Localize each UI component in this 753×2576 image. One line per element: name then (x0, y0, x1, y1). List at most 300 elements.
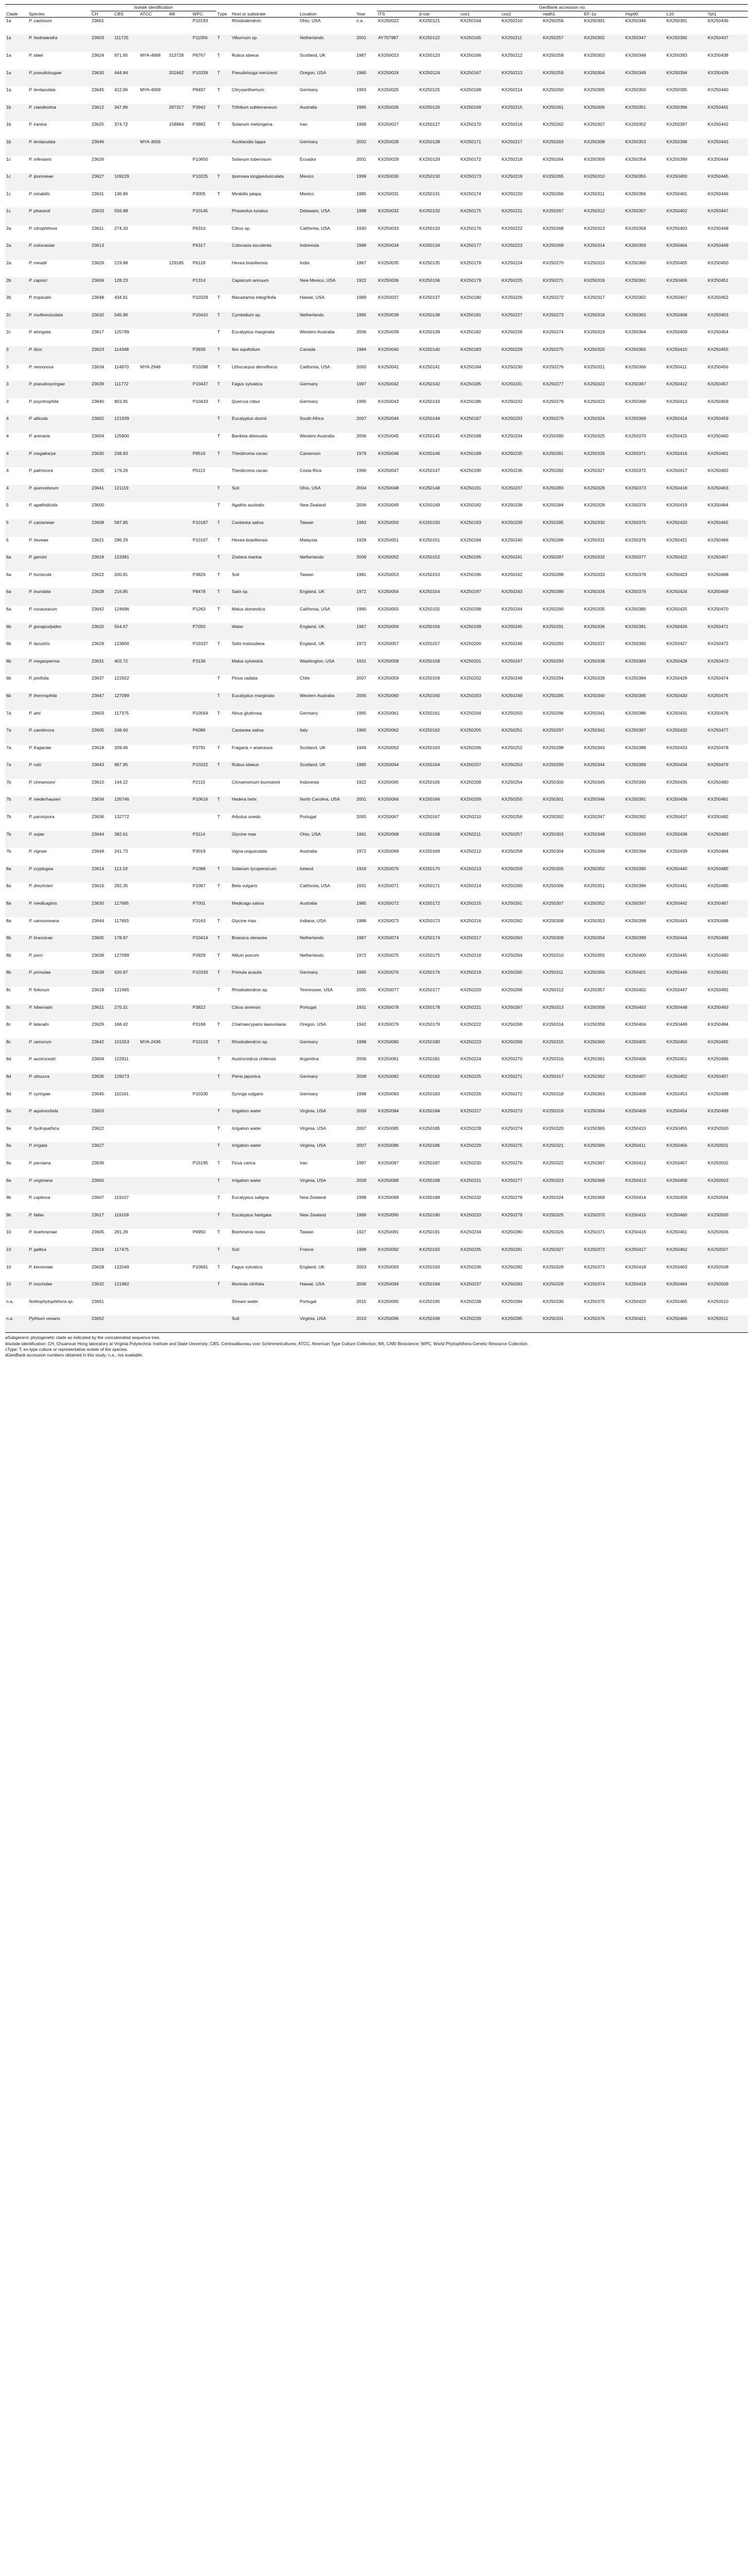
cell-host: Ficus carica (232, 1160, 255, 1165)
cell-beta-tub: KX250148 (418, 485, 459, 502)
cell-clade: 7b (5, 796, 28, 814)
cell-ypt1: KX250451 (707, 277, 748, 295)
cell-type (216, 848, 231, 866)
cell-ef1a: KX250365 (584, 1125, 605, 1131)
cell-imi (168, 1264, 192, 1281)
cell-l10: KX250427 (666, 641, 688, 647)
cell-wpc (192, 1194, 216, 1212)
cell-type: T (217, 329, 220, 335)
cell-wpc: P3882 (193, 122, 206, 127)
cell-ypt1: KX250500 (708, 1125, 729, 1131)
cell-ypt1: KX250444 (708, 156, 729, 162)
cell-ypt1: KX250510 (708, 1298, 729, 1304)
cell-imi (168, 277, 192, 295)
cell-beta-tub: KX250160 (418, 692, 459, 710)
cell-species: P. irrigata (28, 1142, 91, 1160)
cell-wpc: P10337 (193, 641, 208, 647)
cell-cox1: KX250190 (460, 468, 482, 473)
cell-clade: 5 (6, 537, 9, 543)
cell-cox2: KX250216 (502, 122, 523, 127)
cell-host: Eucalyptus marginata (231, 692, 299, 710)
cell-wpc: P2110 (193, 779, 206, 785)
cell-cox1: KX250202 (460, 675, 482, 681)
cell-cox1: KX250211 (459, 831, 501, 849)
cell-ef1a: KX250338 (583, 658, 624, 675)
cell-wpc (192, 433, 216, 450)
cell-cox1: KX250231 (459, 1177, 501, 1195)
cell-clade: 8c (5, 1039, 28, 1056)
cell-atcc (139, 761, 168, 779)
cell-clade: 1a (6, 87, 11, 93)
cell-ypt1: KX250487 (707, 900, 748, 918)
cell-cbs: 110161 (114, 1091, 129, 1096)
cell-imi (168, 1125, 192, 1143)
cell-atcc (139, 433, 168, 450)
cell-its: KX250030 (377, 173, 418, 191)
cell-host: Glycine max (232, 918, 256, 923)
cell-species: P. cambivora (28, 727, 91, 744)
cell-atcc (139, 277, 168, 295)
cell-ef1a: KX250341 (584, 710, 605, 716)
cell-year: 2000 (356, 364, 367, 369)
cell-nadh1: KX250280 (543, 433, 564, 438)
table-row (5, 346, 748, 364)
cell-species: P. infestans (29, 156, 52, 162)
cell-cox2: KX250227 (501, 312, 542, 329)
cell-location: Australia (299, 900, 355, 918)
cell-clade: 1a (6, 52, 11, 58)
cell-cox1: KX250176 (460, 225, 482, 231)
cell-type (216, 1004, 231, 1022)
cell-wpc: P3114 (192, 831, 216, 849)
cell-its: KX250056 (377, 623, 418, 641)
cell-type: T (216, 588, 231, 606)
cell-wpc (192, 329, 216, 346)
cell-location: Scotland, UK (299, 761, 355, 779)
cell-clade: 9a (5, 1108, 28, 1125)
cell-its: KX250072 (377, 900, 418, 918)
cell-location: Mexico (300, 191, 314, 196)
cell-type: T (217, 122, 220, 127)
cell-hsp90: KX250372 (625, 468, 646, 473)
cell-species: P. lateralis (29, 1022, 49, 1027)
cell-ypt1: KX250475 (707, 692, 748, 710)
cell-host: Lithocarpus densiflorus (232, 364, 278, 369)
cell-host: Medicago sativa (231, 900, 299, 918)
cell-cbs: 119107 (114, 1195, 129, 1200)
cell-ch: 23605 (92, 1229, 104, 1235)
cell-type: T (217, 398, 220, 404)
cell-wpc (192, 675, 216, 692)
cell-location: Argentina (300, 1056, 319, 1062)
cell-cbs (113, 1177, 139, 1195)
cell-atcc (139, 225, 168, 243)
cell-imi (168, 1039, 192, 1056)
cell-location: Western Australia (299, 692, 355, 710)
cell-clade: 10 (6, 1229, 11, 1235)
cell-ch: 23631 (91, 658, 113, 675)
cell-wpc: P10681 (193, 1264, 208, 1269)
cell-imi (168, 1160, 192, 1177)
cell-ypt1: KX250480 (708, 779, 729, 785)
cell-imi (168, 1281, 192, 1298)
cell-host: Glycine max (231, 831, 299, 849)
cell-clade: 7b (6, 849, 11, 854)
cell-wpc: P1088 (192, 866, 216, 883)
cell-wpc: P10329 (193, 295, 208, 300)
cell-clade: 9b (5, 1212, 28, 1229)
cell-clade: 2a (5, 242, 28, 260)
cell-atcc (139, 692, 168, 710)
cell-year: 1967 (356, 260, 367, 266)
cell-clade: 8a (6, 883, 11, 889)
cell-l10: KX250450 (665, 1039, 707, 1056)
cell-nadh1: KX250317 (542, 1073, 583, 1091)
cell-clade: 8a (5, 900, 28, 918)
cell-type (216, 225, 231, 243)
cell-type: T (216, 485, 231, 502)
cell-ch: 23630 (91, 450, 113, 468)
cell-imi (168, 139, 192, 156)
cell-cox2: KX250264 (502, 952, 523, 958)
cell-its: KX250058 (377, 658, 418, 675)
cell-wpc: P10187 (192, 519, 216, 537)
cell-l10: KX250399 (666, 156, 688, 162)
cell-type: T (216, 381, 231, 398)
cell-cox2: KX250259 (501, 866, 542, 883)
cell-cox2: KX250266 (502, 987, 523, 992)
cell-location: North Carolina, USA (299, 796, 355, 814)
cell-cox2: KX250218 (502, 156, 523, 162)
cell-atcc (139, 173, 168, 191)
cell-cbs: 123800 (114, 641, 129, 647)
cell-beta-tub: KX250121 (419, 18, 440, 24)
cell-beta-tub: KX250146 (418, 450, 459, 468)
cell-clade: 6b (6, 675, 11, 681)
cell-cox1: KX250197 (459, 588, 501, 606)
cell-host: Soil (232, 571, 239, 577)
cell-ypt1: KX250503 (707, 1177, 748, 1195)
cell-hsp90: KX250402 (625, 987, 646, 992)
cell-clade: n.a. (6, 1298, 14, 1304)
cell-cox1: KX250214 (460, 883, 482, 889)
cell-type: T (217, 987, 220, 992)
cell-cbs: 209.46 (114, 744, 128, 750)
cell-hsp90: KX250380 (625, 606, 646, 612)
cell-species: P. hedraiandra (28, 35, 91, 52)
cell-beta-tub: KX250184 (418, 1108, 459, 1125)
cell-cox1: KX250195 (459, 554, 501, 571)
cell-type: T (217, 641, 220, 647)
cell-species: P. sojae (28, 831, 91, 849)
cell-year: 2007 (356, 675, 367, 681)
header-atcc: ATCC (139, 11, 168, 18)
cell-atcc (139, 1246, 168, 1264)
cell-hsp90: KX250406 (625, 1056, 646, 1062)
cell-ef1a: KX250362 (583, 1073, 624, 1091)
cell-l10: KX250418 (665, 485, 707, 502)
cell-ef1a: KX250326 (583, 450, 624, 468)
cell-ch: 23604 (92, 1056, 104, 1062)
table-row (5, 537, 748, 554)
cell-year: 2003 (356, 1264, 367, 1269)
cell-year: 2001 (356, 156, 367, 162)
cell-ypt1: KX250508 (708, 1264, 729, 1269)
cell-ef1a: KX250360 (583, 1039, 624, 1056)
cell-nadh1: KX250276 (543, 364, 564, 369)
cell-year: 1922 (355, 277, 377, 295)
cell-wpc (192, 1142, 216, 1160)
cell-cox1: KX250219 (459, 969, 501, 987)
cell-hsp90: KX250400 (625, 952, 646, 958)
cell-atcc (139, 1004, 168, 1022)
cell-cbs (113, 1298, 139, 1316)
header-imi: IMI (168, 11, 192, 18)
cell-ypt1: KX250507 (707, 1246, 748, 1264)
cell-host: Banksia attenuata (232, 433, 267, 438)
cell-its: KX250075 (378, 952, 399, 958)
cell-ypt1: KX250502 (708, 1160, 729, 1165)
cell-location: Germany (300, 87, 318, 93)
cell-ef1a: KX250342 (583, 727, 624, 744)
cell-host: Salix matsudana (232, 641, 265, 647)
cell-ypt1: KX250460 (708, 433, 729, 438)
cell-cox1: KX250177 (459, 242, 501, 260)
cell-its: KX250069 (378, 849, 399, 854)
cell-ef1a: KX250330 (583, 519, 624, 537)
cell-clade: 8c (6, 987, 11, 992)
cell-year: 1942 (356, 1022, 367, 1027)
cell-wpc: P10564 (193, 710, 208, 716)
cell-location: Virginia, USA (299, 1108, 355, 1125)
table-row (5, 866, 748, 883)
cell-l10: KX250397 (666, 122, 688, 127)
table-row (5, 814, 748, 831)
cell-cox1: KX250212 (460, 849, 482, 854)
cell-beta-tub: KX250166 (418, 796, 459, 814)
cell-location: Scotland, UK (300, 744, 326, 750)
cell-cox2: KX250221 (501, 208, 542, 225)
header-spacer (216, 5, 231, 11)
cell-ef1a: KX250369 (584, 1195, 605, 1200)
cell-ch: 23647 (91, 692, 113, 710)
cell-its: KX250076 (377, 969, 418, 987)
cell-species: P. morindae (28, 1281, 91, 1298)
cell-ypt1: KX250470 (708, 606, 729, 612)
cell-nadh1: KX250274 (543, 329, 564, 335)
cell-beta-tub: KX250125 (419, 87, 440, 93)
cell-ef1a: KX250333 (584, 571, 605, 577)
cell-species: P. gallica (28, 1246, 91, 1264)
cell-cbs (113, 18, 139, 35)
cell-species: P. lacustris (29, 641, 50, 647)
cell-beta-tub: KX250168 (418, 831, 459, 849)
cell-wpc: P6317 (192, 242, 216, 260)
cell-cbs: 117475 (113, 1246, 139, 1264)
cell-imi (168, 571, 192, 589)
header-beta-tub: β-tub (418, 11, 459, 18)
cell-year: 1931 (355, 658, 377, 675)
cell-species: P. fallax (28, 1212, 91, 1229)
cell-cox1: KX250227 (459, 1108, 501, 1125)
cell-l10: KX250430 (665, 692, 707, 710)
cell-ch: 23633 (91, 208, 113, 225)
cell-hsp90: KX250416 (625, 1229, 646, 1235)
cell-atcc: MYA-2948 (140, 364, 161, 369)
cell-host: Viburnum sp. (231, 35, 299, 52)
cell-species: P. vignae (29, 849, 47, 854)
cell-beta-tub: KX250159 (419, 675, 440, 681)
cell-host: Fagus sylvatica (231, 381, 299, 398)
cell-ef1a: KX250306 (583, 104, 624, 122)
cell-l10: KX250458 (665, 1177, 707, 1195)
cell-host: Irrigation water (231, 1177, 299, 1195)
cell-imi (168, 329, 192, 346)
cell-species: P. multivesiculata (28, 312, 91, 329)
table-row (5, 70, 748, 87)
cell-type: T (217, 1264, 220, 1269)
cell-nadh1: KX250330 (543, 1298, 564, 1304)
cell-clade: 8d (6, 1091, 11, 1096)
cell-species: P. gonapodyides (28, 623, 91, 641)
cell-imi (168, 918, 192, 935)
cell-beta-tub: KX250188 (418, 1177, 459, 1195)
cell-wpc: P6086 (192, 727, 216, 744)
cell-cbs: 200.81 (114, 571, 128, 577)
cell-wpc: P7050 (192, 623, 216, 641)
cell-ef1a: KX250374 (583, 1281, 624, 1298)
cell-cox1: KX250215 (459, 900, 501, 918)
cell-cbs: 412.96 (114, 87, 128, 93)
cell-year: 1929 (356, 537, 367, 543)
cell-species: P. ramorum (28, 1039, 91, 1056)
cell-cbs (113, 156, 139, 174)
cell-cox1: KX250186 (460, 398, 482, 404)
cell-imi (168, 744, 192, 762)
cell-ef1a: KX250359 (584, 1022, 605, 1027)
cell-l10: KX250465 (666, 1298, 688, 1304)
cell-clade: 9a (5, 1177, 28, 1195)
cell-atcc (139, 727, 168, 744)
cell-its: KX250048 (377, 485, 418, 502)
cell-cox1: KX250233 (459, 1212, 501, 1229)
table-row (5, 1246, 748, 1264)
cell-ypt1: KX250441 (707, 104, 748, 122)
cell-l10: KX250440 (665, 866, 707, 883)
cell-year: 1990 (356, 606, 367, 612)
cell-wpc: P15195 (193, 1160, 208, 1165)
cell-nadh1: KX250324 (543, 1195, 564, 1200)
cell-ch: 23637 (92, 675, 104, 681)
cell-cox2: KX250247 (501, 658, 542, 675)
table-row (5, 191, 748, 208)
cell-location: Chile (300, 675, 310, 681)
cell-host: Water (231, 623, 299, 641)
cell-cox1: KX250206 (460, 744, 482, 750)
cell-type (216, 242, 231, 260)
cell-location: Netherlands (299, 935, 355, 952)
cell-wpc: P10225 (192, 173, 216, 191)
cell-ch: 23630 (91, 900, 113, 918)
cell-host: Phaseolus lunatus (231, 208, 299, 225)
cell-species: P. rosacearum (29, 606, 57, 612)
cell-cbs: 121982 (113, 1281, 139, 1298)
cell-ch: 23642 (91, 1039, 113, 1056)
cell-ch: 23603 (91, 35, 113, 52)
cell-location: Tennessee, USA (300, 987, 333, 992)
cell-year: 1985 (355, 900, 377, 918)
cell-cox2: KX250254 (502, 779, 523, 785)
cell-cbs (113, 1315, 139, 1333)
cell-ch: 23619 (91, 1246, 113, 1264)
cell-l10: KX250443 (666, 918, 688, 923)
cell-ef1a: KX250315 (584, 260, 605, 266)
table-document (5, 4, 748, 1359)
cell-ef1a: KX250304 (583, 70, 624, 87)
cell-clade: 9a (6, 1125, 11, 1131)
cell-wpc: P3822 (192, 1004, 216, 1022)
cell-nadh1: KX250329 (542, 1281, 583, 1298)
cell-year: 1931 (355, 1004, 377, 1022)
cell-cox2: KX250263 (501, 935, 542, 952)
cell-location: Taiwan (300, 571, 314, 577)
cell-host: Citrus sp. (232, 225, 251, 231)
cell-l10: KX250466 (665, 1315, 707, 1333)
cell-year: 1927 (356, 1229, 367, 1235)
cell-clade: 1a (5, 35, 28, 52)
cell-cox1: KX250236 (460, 1264, 482, 1269)
cell-imi (168, 1021, 192, 1039)
cell-year: 1984 (355, 346, 377, 364)
table-row (5, 1108, 748, 1125)
cell-clade: n.a. (5, 1315, 28, 1333)
table-row (5, 623, 748, 641)
cell-beta-tub: KX250172 (418, 900, 459, 918)
cell-year: 1961 (355, 831, 377, 849)
cell-nadh1: KX250302 (543, 814, 564, 820)
cell-l10: KX250424 (665, 588, 707, 606)
cell-l10: KX250408 (665, 312, 707, 329)
cell-nadh1: KX250277 (542, 381, 583, 398)
cell-clade: 1b (5, 139, 28, 156)
cell-its: KX250083 (378, 1091, 399, 1096)
cell-location: Portugal (300, 1298, 317, 1304)
cell-ypt1: KX250459 (707, 415, 748, 433)
cell-ypt1: KX250472 (708, 641, 729, 647)
cell-type (216, 779, 231, 796)
cell-cox2: KX250228 (502, 329, 523, 335)
cell-cbs: 122049 (114, 1264, 129, 1269)
cell-species: P. psychrophila (29, 398, 59, 404)
cell-location: South Africa (299, 415, 355, 433)
cell-ef1a: KX250323 (584, 398, 605, 404)
cell-location: Western Australia (300, 329, 335, 335)
cell-beta-tub: KX250191 (419, 1229, 440, 1235)
cell-location: Costa Rica (300, 468, 322, 473)
cell-cox2: KX250222 (502, 225, 523, 231)
cell-ypt1: KX250443 (707, 139, 748, 156)
cell-species: P. palmivora (29, 468, 53, 473)
cell-year: 2015 (356, 1298, 367, 1304)
cell-species: P. foliorum (29, 987, 49, 992)
cell-ypt1: KX250439 (707, 70, 748, 87)
cell-cox2: KX250241 (501, 554, 542, 571)
cell-ef1a: KX250320 (583, 346, 624, 364)
cell-cox1: KX250228 (460, 1125, 482, 1131)
cell-species: P. captiosa (29, 1195, 50, 1200)
cell-its: KX250031 (378, 191, 399, 196)
cell-beta-tub: KX250142 (418, 381, 459, 398)
